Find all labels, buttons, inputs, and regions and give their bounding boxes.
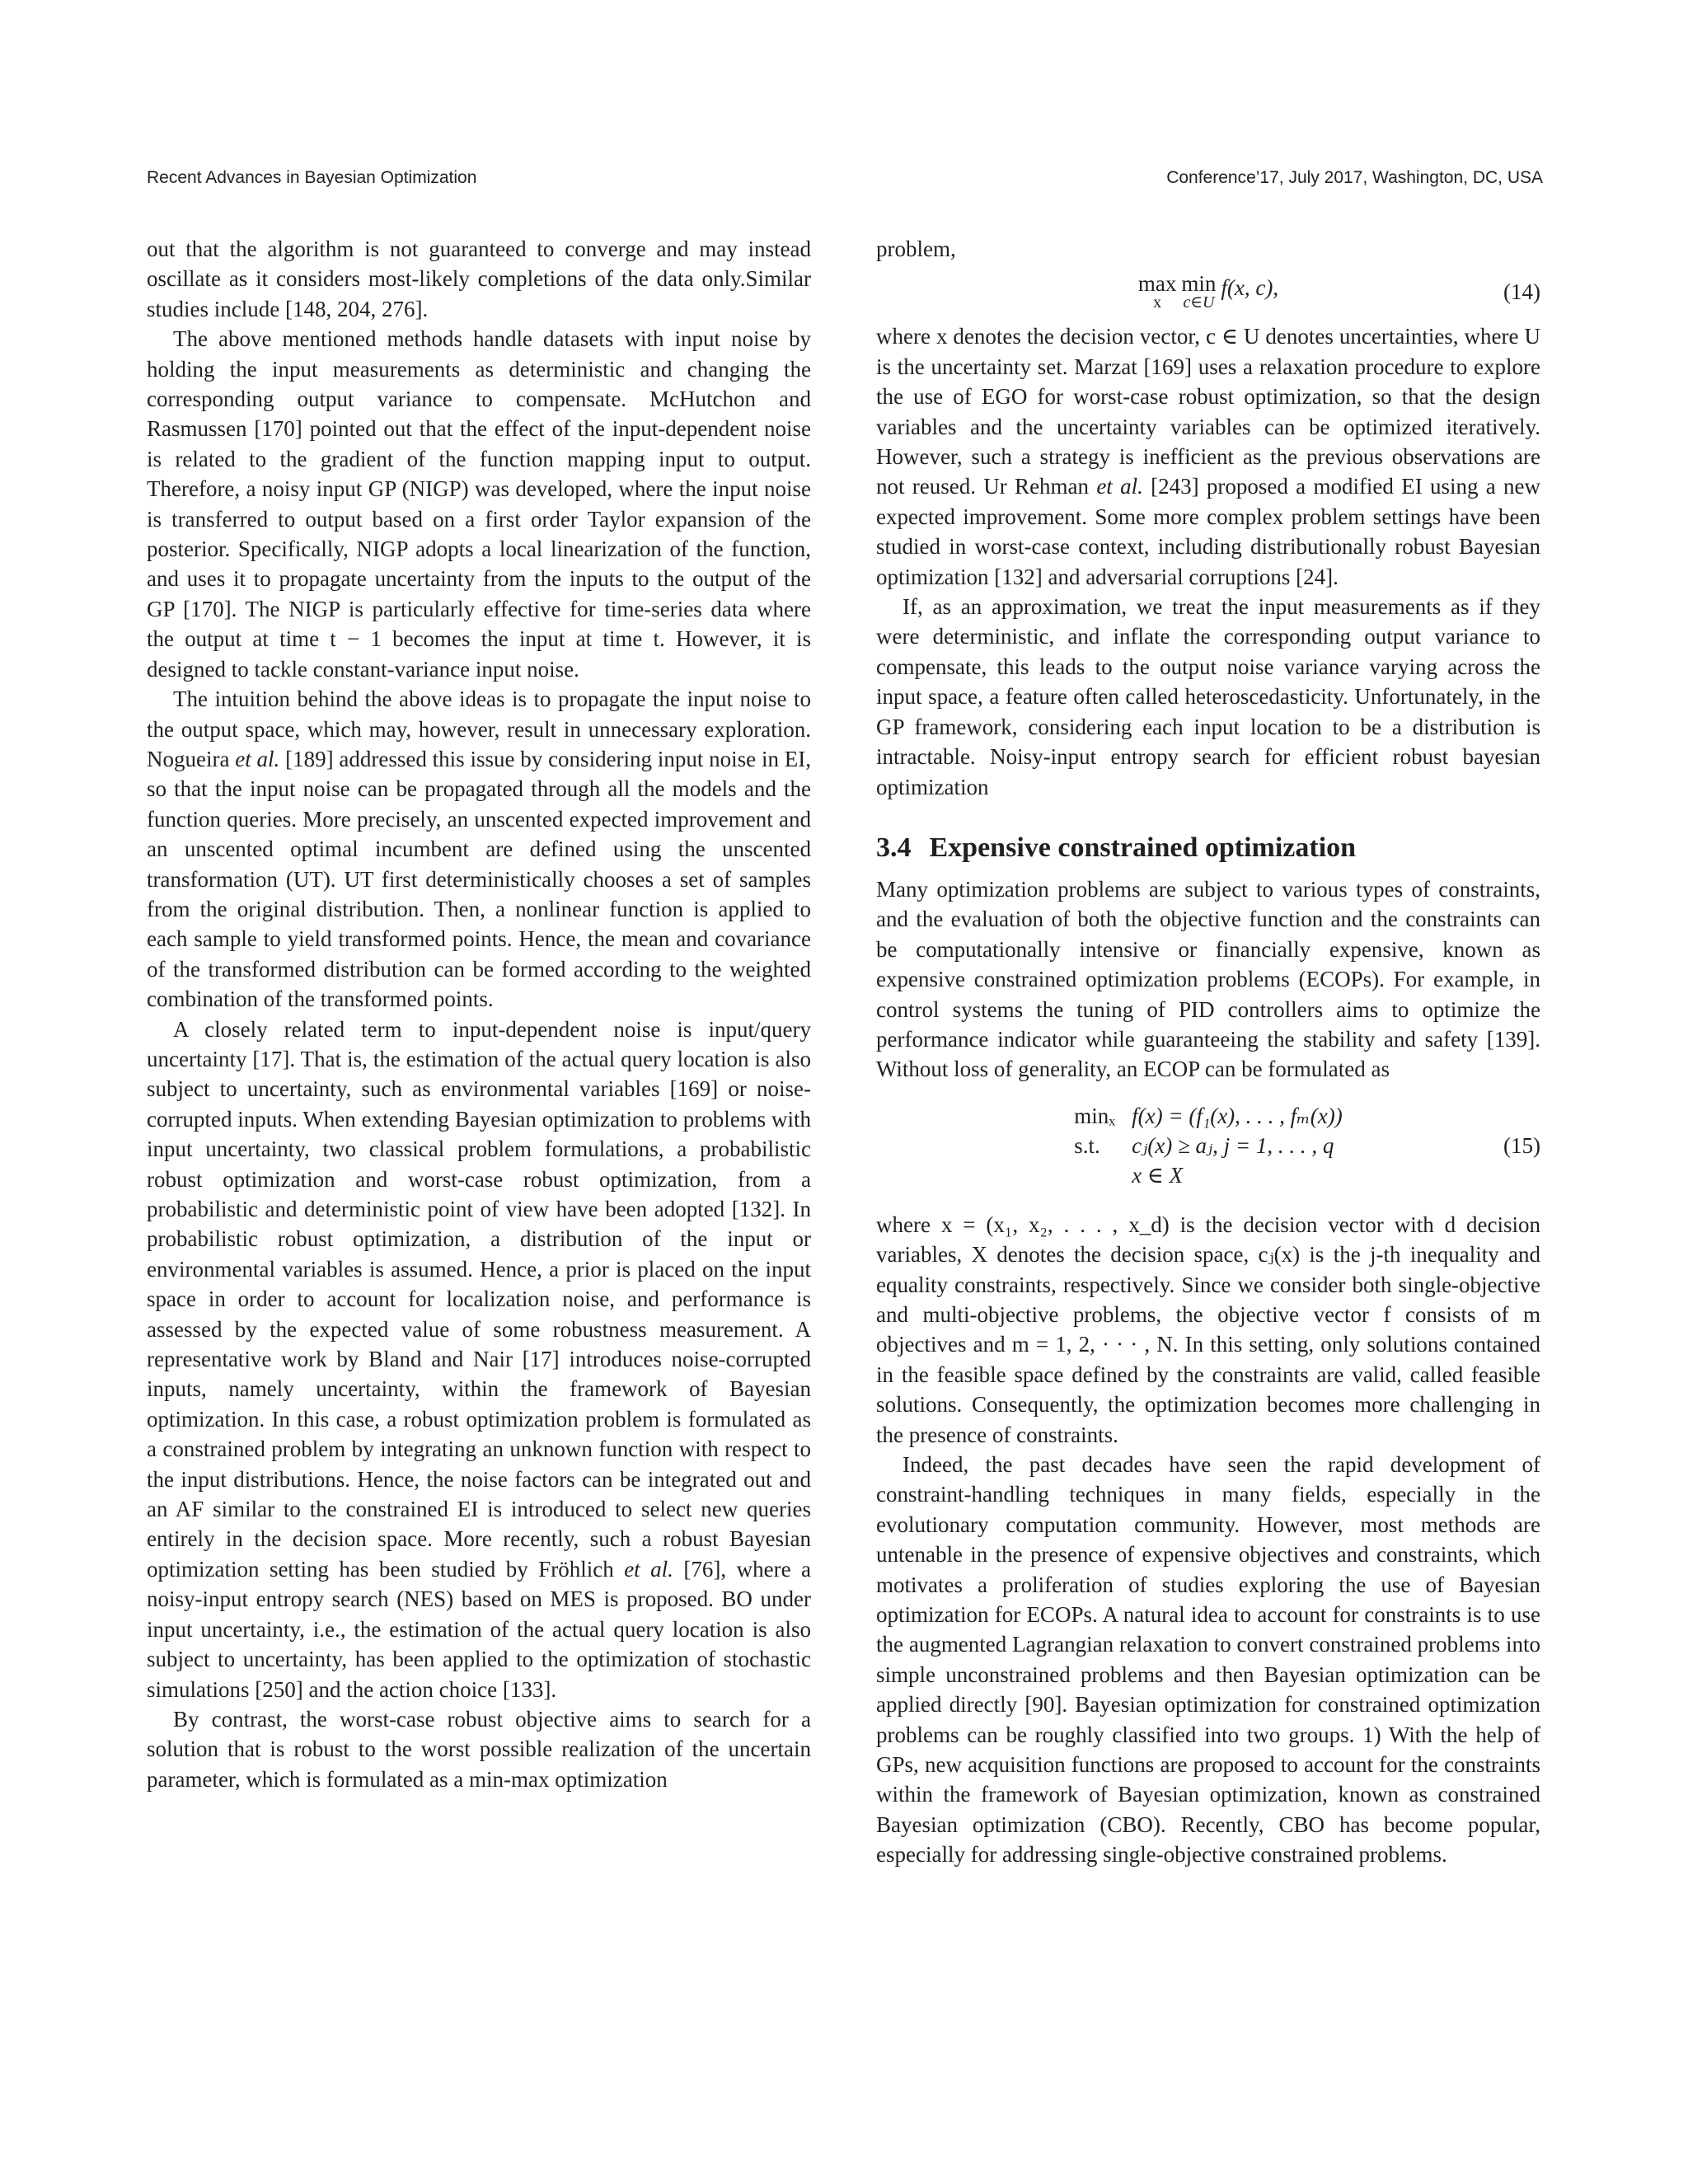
paragraph: By contrast, the worst-case robust objective aims to search for a solution that is robust to the worst possible realization of the uncertain parameter, which is formulated as a min-max optimization (147, 1706, 811, 1792)
equation-14: max x min c∈U f(x, c), (14) (1137, 271, 1540, 312)
equation-number: (15) (1503, 1132, 1540, 1158)
right-column (876, 234, 1540, 1870)
section-heading (876, 832, 1540, 865)
equation-15: minₓ f(x) = (f₁(x), . . . , fₘ(x)) s.t. cⱼ(x) ≥ aⱼ, j = 1, . . . , q x ∈ X (15) (1074, 1103, 1540, 1188)
paragraph: where x = (x₁, x₂, . . . , x_d) is the decision vector with d decision variables, X denotes the decision space, cⱼ(x) is the j-th inequality and equality constraints, respectively. Since we consider both single-objective and multi-objective problems, the objective vector f consists of m objectives and m = 1, 2, · · · , N. In this setting, only solutions contained in the feasible space defined by the constraints are valid, called feasible solutions. Consequently, the optimization becomes more challenging in the presence of constraints. (876, 1212, 1540, 1447)
equation-number: (14) (1503, 279, 1540, 305)
paragraph: The intuition behind the above ideas is to propagate the input noise to the output space, which may, however, result in unnecessary exploration. Nogueira et al. [189] addressed this issue by considering input noise in EI, so that the input noise can be propagated through all the models and the function queries. More precisely, an unscented expected improvement and an unscented optimal incumbent are defined using the unscented transformation (UT). UT first deterministically chooses a set of samples from the original distribution. Then, a nonlinear function is applied to each sample to yield transformed points. Hence, the mean and covariance of the transformed distribution can be formed according to the weighted combination of the transformed points. (147, 687, 811, 1012)
section-number: 3.4 (876, 832, 912, 863)
paragraph: Indeed, the past decades have seen the rapid development of constraint-handling techniques in many fields, especially in the evolutionary computation community. However, most methods are untenable in the presence of expensive objectives and constraints, which motivates a proliferation of studies exploring the use of Bayesian optimization for ECOPs. A natural idea to account for constraints is to use the augmented Lagrangian relaxation to convert constrained problems into simple unconstrained problems and then Bayesian optimization can be applied directly [90]. Bayesian optimization for constrained optimization problems can be roughly classified into two groups. 1) With the help of GPs, new acquisition functions are proposed to account for the constraints within the framework of Bayesian optimization, known as constrained Bayesian optimization (CBO). Recently, CBO has become popular, especially for addressing single-objective constrained problems. (876, 1452, 1540, 1868)
paragraph: If, as an approximation, we treat the input measurements as if they were deterministic, and inflate the corresponding output variance to compensate, this leads to the output noise variance varying across the input space, a feature often called heteroscedasticity. Unfortunately, in the GP framework, considering each input location to be a distribution is intractable. Noisy-input entropy search for efficient robust bayesian optimization (876, 594, 1540, 799)
paragraph: out that the algorithm is not guaranteed to converge and may instead oscillate as it considers most-likely completions of the data only.Similar studies include [148, 204, 276]. (147, 237, 811, 321)
running-head (147, 168, 1543, 188)
paragraph: The above mentioned methods handle datasets with input noise by holding the input measurements as deterministic and changing the corresponding output variance to compensate. McHutchon and Rasmussen [170] pointed out that the effect of the input-dependent noise is related to the gradient of the function mapping input to output. Therefore, a noisy input GP (NIGP) was developed, where the input noise is transferred to output based on a first order Taylor expansion of the posterior. Specifically, NIGP adopts a local linearization of the function, and uses it to propagate uncertainty from the inputs to the output of the GP [170]. The NIGP is particularly effective for time-series data where the output at time t − 1 becomes the input at time t. However, it is designed to tackle constant-variance input noise. (147, 326, 811, 682)
paragraph: Many optimization problems are subject to various types of constraints, and the evaluation of both the objective function and the constraints can be computationally intensive or financially expensive, known as expensive constrained optimization problems (ECOPs). For example, in control systems the tuning of PID controllers aims to optimize the performance indicator while guaranteeing the stability and safety [139]. Without loss of generality, an ECOP can be formulated as (876, 876, 1540, 1082)
paragraph: problem, (876, 237, 956, 261)
paragraph: A closely related term to input-dependent noise is input/query uncertainty [17]. That is, the estimation of the actual query location is also subject to uncertainty, such as environmental variables [169] or noise-corrupted inputs. When extending Bayesian optimization to problems with input uncertainty, two classical problem formulations, a probabilistic robust optimization and worst-case robust optimization, from a probabilistic and deterministic point of view have been adopted [132]. In probabilistic robust optimization, a distribution of the input or environmental variables is assumed. Hence, a prior is placed on the input space in order to account for localization noise, and performance is assessed by the expected value of some robustness measurement. A representative work by Bland and Nair [17] introduces noise-corrupted inputs, namely uncertainty, within the framework of Bayesian optimization. In this case, a robust optimization problem is formulated as a constrained problem by integrating an unknown function with respect to the input distributions. Hence, the noise factors can be integrated out and an AF similar to the constrained EI is introduced to select new queries entirely in the decision space. More recently, such a robust Bayesian optimization setting has been studied by Fröhlich et al. [76], where a noisy-input entropy search (NES) based on MES is proposed. BO under input uncertainty, i.e., the estimation of the actual query location is also subject to uncertainty, has been applied to the optimization of stochastic simulations [250] and the action choice [133]. (147, 1016, 811, 1702)
running-head-title: Recent Advances in Bayesian Optimization (147, 168, 477, 187)
running-head-venue: Conference’17, July 2017, Washington, DC, USA (1166, 168, 1543, 187)
paragraph: where x denotes the decision vector, c ∈ U denotes uncertainties, where U is the uncertainty set. Marzat [169] uses a relaxation procedure to explore the use of EGO for worst-case robust optimization, so that the design variables and the uncertainty variables can be optimized iteratively. However, such a strategy is inefficient as the previous observations are not reused. Ur Rehman et al. [243] proposed a modified EI using a new expected improvement. Some more complex problem settings have been studied in worst-case context, including distributionally robust Bayesian optimization [132] and adversarial corruptions [24]. (876, 324, 1541, 589)
left-column (147, 234, 811, 1794)
section-title: Expensive constrained optimization (929, 832, 1357, 863)
